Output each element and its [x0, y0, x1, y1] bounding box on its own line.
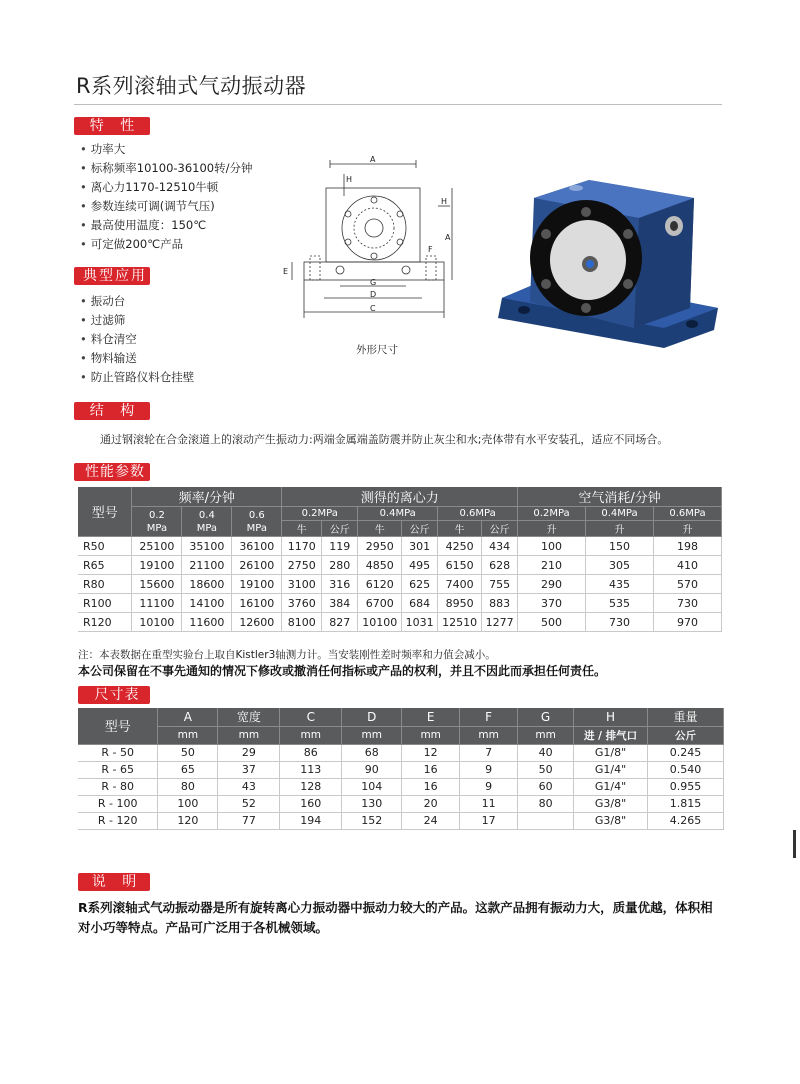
- table-cell: 11600: [182, 613, 232, 632]
- table-cell: 16100: [232, 594, 282, 613]
- header-freq-06: 0.6 MPa: [232, 507, 282, 537]
- table-row: [78, 594, 722, 613]
- table-cell: 19100: [232, 575, 282, 594]
- table-cell: 8950: [438, 594, 482, 613]
- list-item: • 离心力1170-12510牛顿: [80, 178, 253, 197]
- table-cell: 90: [342, 761, 402, 778]
- table-cell: 11: [460, 795, 518, 812]
- page-edge-mark: [793, 830, 796, 858]
- unit-liter: 升: [518, 521, 586, 537]
- table-row: [78, 778, 724, 795]
- structure-text: 通过钢滚轮在合金滚道上的滚动产生振动力:两端金属端盖防震并防止灰尘和水;壳体带有水平安装孔，适应不同场合。: [100, 433, 669, 446]
- table-cell: G1/4": [574, 761, 648, 778]
- header-unit: mm: [402, 726, 460, 744]
- table-cell: 1170: [282, 537, 322, 556]
- table-cell: 120: [158, 812, 218, 829]
- description-tag: 说 明: [78, 873, 150, 891]
- table-row: [78, 761, 724, 778]
- table-cell: 290: [518, 575, 586, 594]
- applications-list: [80, 292, 194, 387]
- dim-label-a: A: [370, 155, 376, 164]
- table-cell: 130: [342, 795, 402, 812]
- header-frequency: 频率/分钟: [132, 487, 282, 507]
- header-col: A: [158, 708, 218, 726]
- table-cell: 18600: [182, 575, 232, 594]
- header-model: 型号: [78, 708, 158, 744]
- table-cell: 435: [586, 575, 654, 594]
- table-cell: 52: [218, 795, 280, 812]
- applications-tag: 典型应用: [74, 267, 150, 285]
- table-cell: 6120: [358, 575, 402, 594]
- table-cell: 50: [518, 761, 574, 778]
- dimension-drawing: [278, 152, 458, 332]
- table-row: [78, 744, 724, 761]
- list-item: • 标称频率10100-36100转/分钟: [80, 159, 253, 178]
- performance-table: [78, 487, 722, 632]
- header-force-04: 0.4MPa: [358, 507, 438, 521]
- table-cell: 160: [280, 795, 342, 812]
- header-col: H: [574, 708, 648, 726]
- dimensions-table: [78, 708, 724, 830]
- list-item: • 料仓清空: [80, 330, 194, 349]
- table-cell: 128: [280, 778, 342, 795]
- table-row: [78, 795, 724, 812]
- header-col: D: [342, 708, 402, 726]
- table-cell: 36100: [232, 537, 282, 556]
- table-cell: 7400: [438, 575, 482, 594]
- dim-label-h: H: [346, 175, 353, 184]
- dim-label-a: A: [445, 233, 451, 242]
- table-cell: 12: [402, 744, 460, 761]
- table-cell: 10100: [132, 613, 182, 632]
- list-item: • 过滤筛: [80, 311, 194, 330]
- list-item: • 功率大: [80, 140, 253, 159]
- table-cell: [518, 812, 574, 829]
- table-cell: 100: [518, 537, 586, 556]
- header-col: C: [280, 708, 342, 726]
- table-cell: 316: [322, 575, 358, 594]
- model-cell: R50: [78, 537, 132, 556]
- table-cell: 3100: [282, 575, 322, 594]
- header-freq-04: 0.4 MPa: [182, 507, 232, 537]
- table-cell: 20: [402, 795, 460, 812]
- table-cell: 29: [218, 744, 280, 761]
- header-force: 测得的离心力: [282, 487, 518, 507]
- table-cell: 194: [280, 812, 342, 829]
- table-cell: 50: [158, 744, 218, 761]
- unit-kg: 公斤: [482, 521, 518, 537]
- list-item: • 可定做200℃产品: [80, 235, 253, 254]
- header-unit: 公斤: [648, 726, 724, 744]
- table-cell: 500: [518, 613, 586, 632]
- dimensions-table-head: [78, 708, 724, 744]
- unit-liter: 升: [586, 521, 654, 537]
- header-air-04: 0.4MPa: [586, 507, 654, 521]
- table-cell: 65: [158, 761, 218, 778]
- model-cell: R - 65: [78, 761, 158, 778]
- model-cell: R80: [78, 575, 132, 594]
- table-cell: 26100: [232, 556, 282, 575]
- table-cell: 104: [342, 778, 402, 795]
- table-cell: 9: [460, 778, 518, 795]
- header-freq-02: 0.2 MPa: [132, 507, 182, 537]
- table-cell: 80: [518, 795, 574, 812]
- header-col: 宽度: [218, 708, 280, 726]
- table-cell: 755: [482, 575, 518, 594]
- table-cell: 4.265: [648, 812, 724, 829]
- table-cell: 730: [586, 613, 654, 632]
- list-item: • 参数连续可调(调节气压): [80, 197, 253, 216]
- dim-label-h: H: [441, 197, 448, 206]
- dim-label-f: F: [428, 245, 433, 254]
- dimensions-table-body: [78, 744, 724, 829]
- table-cell: 827: [322, 613, 358, 632]
- table-cell: 4250: [438, 537, 482, 556]
- header-unit: mm: [280, 726, 342, 744]
- table-cell: 628: [482, 556, 518, 575]
- table-cell: 6700: [358, 594, 402, 613]
- unit-liter: 升: [653, 521, 721, 537]
- table-cell: 625: [402, 575, 438, 594]
- header-col: 重量: [648, 708, 724, 726]
- header-air: 空气消耗/分钟: [518, 487, 722, 507]
- list-item: • 最高使用温度：150℃: [80, 216, 253, 235]
- table-cell: 11100: [132, 594, 182, 613]
- table-cell: 883: [482, 594, 518, 613]
- table-cell: 7: [460, 744, 518, 761]
- table-row: [78, 613, 722, 632]
- structure-tag: 结 构: [74, 402, 150, 420]
- header-model: 型号: [78, 487, 132, 537]
- table-cell: 10100: [358, 613, 402, 632]
- table-cell: 12600: [232, 613, 282, 632]
- table-cell: 80: [158, 778, 218, 795]
- model-cell: R - 100: [78, 795, 158, 812]
- table-cell: 77: [218, 812, 280, 829]
- header-col: E: [402, 708, 460, 726]
- model-cell: R65: [78, 556, 132, 575]
- description-text: R系列滚轴式气动振动器是所有旋转离心力振动器中振动力较大的产品。这款产品拥有振动力大，质量优越，体积相对小巧等特点。产品可广泛用于各机械领域。: [78, 900, 713, 935]
- table-cell: 2750: [282, 556, 322, 575]
- table-cell: 17: [460, 812, 518, 829]
- header-unit: mm: [158, 726, 218, 744]
- unit-newton: 牛: [358, 521, 402, 537]
- table-cell: 86: [280, 744, 342, 761]
- table-cell: G1/4": [574, 778, 648, 795]
- table-cell: G1/8": [574, 744, 648, 761]
- table-cell: 970: [653, 613, 721, 632]
- table-row: [78, 812, 724, 829]
- table-cell: 16: [402, 778, 460, 795]
- product-photo: [494, 178, 724, 348]
- list-item: • 振动台: [80, 292, 194, 311]
- list-item: • 物料输送: [80, 349, 194, 368]
- table-cell: 4850: [358, 556, 402, 575]
- table-cell: 370: [518, 594, 586, 613]
- table-cell: 35100: [182, 537, 232, 556]
- unit-kg: 公斤: [402, 521, 438, 537]
- table-cell: 1277: [482, 613, 518, 632]
- dimensions-tag: 尺寸表: [78, 686, 150, 704]
- features-list: [80, 140, 253, 254]
- table-cell: 210: [518, 556, 586, 575]
- table-cell: 301: [402, 537, 438, 556]
- table-cell: 410: [653, 556, 721, 575]
- table-cell: 1.815: [648, 795, 724, 812]
- table-cell: 14100: [182, 594, 232, 613]
- table-cell: 305: [586, 556, 654, 575]
- table-cell: 43: [218, 778, 280, 795]
- table-cell: 12510: [438, 613, 482, 632]
- title-divider: [74, 104, 722, 105]
- table-cell: 0.540: [648, 761, 724, 778]
- table-cell: 152: [342, 812, 402, 829]
- table-cell: 40: [518, 744, 574, 761]
- unit-newton: 牛: [282, 521, 322, 537]
- unit-kg: 公斤: [322, 521, 358, 537]
- table-cell: 60: [518, 778, 574, 795]
- table-cell: G3/8": [574, 795, 648, 812]
- header-force-06: 0.6MPa: [438, 507, 518, 521]
- header-air-02: 0.2MPa: [518, 507, 586, 521]
- table-cell: 2950: [358, 537, 402, 556]
- table-cell: 16: [402, 761, 460, 778]
- table-row: [78, 556, 722, 575]
- table-cell: 150: [586, 537, 654, 556]
- table-cell: 0.955: [648, 778, 724, 795]
- performance-tag: 性能参数: [74, 463, 150, 481]
- table-cell: 384: [322, 594, 358, 613]
- table-cell: 68: [342, 744, 402, 761]
- table-cell: 434: [482, 537, 518, 556]
- dim-label-c: C: [370, 304, 376, 313]
- table-cell: 113: [280, 761, 342, 778]
- table-cell: 6150: [438, 556, 482, 575]
- table-cell: 1031: [402, 613, 438, 632]
- model-cell: R100: [78, 594, 132, 613]
- table-cell: 15600: [132, 575, 182, 594]
- table-cell: 8100: [282, 613, 322, 632]
- table-cell: 37: [218, 761, 280, 778]
- header-unit: mm: [342, 726, 402, 744]
- disclaimer-text: 本公司保留在不事先通知的情况下修改或撤消任何指标或产品的权利，并且不因此而承担任何责任。: [78, 664, 607, 678]
- table-cell: 100: [158, 795, 218, 812]
- table-cell: 280: [322, 556, 358, 575]
- table-cell: 21100: [182, 556, 232, 575]
- model-cell: R - 80: [78, 778, 158, 795]
- model-cell: R120: [78, 613, 132, 632]
- dim-label-d: D: [370, 290, 377, 299]
- header-col: F: [460, 708, 518, 726]
- table-cell: G3/8": [574, 812, 648, 829]
- header-force-02: 0.2MPa: [282, 507, 358, 521]
- table-row: [78, 575, 722, 594]
- table-cell: 119: [322, 537, 358, 556]
- table-cell: 3760: [282, 594, 322, 613]
- table-cell: 730: [653, 594, 721, 613]
- model-cell: R - 120: [78, 812, 158, 829]
- table-cell: 684: [402, 594, 438, 613]
- table-cell: 495: [402, 556, 438, 575]
- model-cell: R - 50: [78, 744, 158, 761]
- table-cell: 24: [402, 812, 460, 829]
- header-unit: mm: [518, 726, 574, 744]
- table-cell: 198: [653, 537, 721, 556]
- header-air-06: 0.6MPa: [653, 507, 721, 521]
- header-col: G: [518, 708, 574, 726]
- header-unit: 进 / 排气口: [574, 726, 648, 744]
- table-cell: 535: [586, 594, 654, 613]
- header-unit: mm: [460, 726, 518, 744]
- table-cell: 570: [653, 575, 721, 594]
- table-cell: 9: [460, 761, 518, 778]
- list-item: • 防止管路仪料仓挂壁: [80, 368, 194, 387]
- drawing-caption: 外形尺寸: [356, 344, 398, 356]
- table-cell: 19100: [132, 556, 182, 575]
- header-unit: mm: [218, 726, 280, 744]
- features-tag: 特 性: [74, 117, 150, 135]
- page-title: R系列滚轴式气动振动器: [76, 74, 307, 98]
- table-cell: 0.245: [648, 744, 724, 761]
- table-row: [78, 537, 722, 556]
- performance-table-body: [78, 537, 722, 632]
- unit-newton: 牛: [438, 521, 482, 537]
- performance-note: 注：本表数据在重型实验台上取自Kistler3轴测力计。当安装刚性差时频率和力值会减小。: [78, 649, 496, 661]
- dim-label-g: G: [370, 278, 377, 287]
- dim-label-e: E: [283, 267, 289, 276]
- table-cell: 25100: [132, 537, 182, 556]
